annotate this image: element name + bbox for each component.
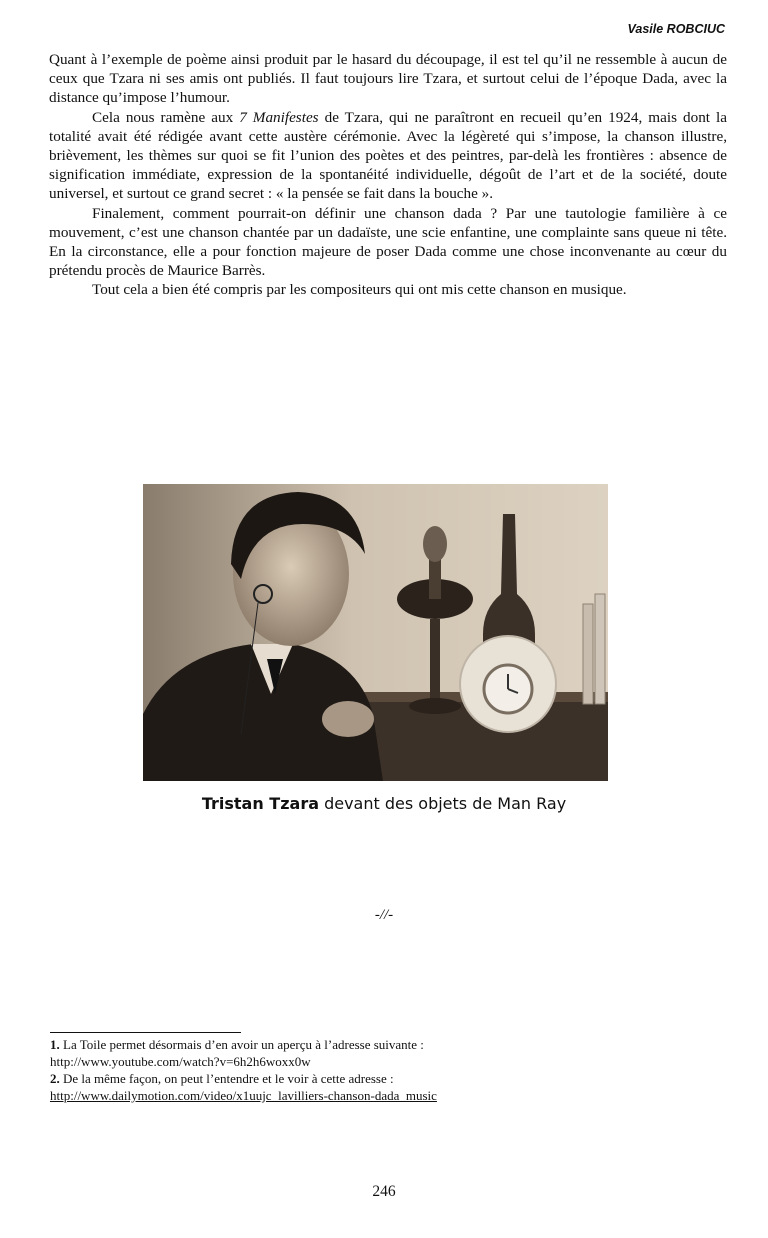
footnote-2-number: 2. — [50, 1071, 60, 1086]
paragraph-4: Tout cela a bien été compris par les compositeurs qui ont mis cette chanson en musique. — [92, 281, 627, 299]
footnote-1-text: La Toile permet désormais d’en avoir un aperçu à l’adresse suivante : — [59, 1037, 424, 1052]
photo-illustration — [143, 484, 608, 781]
footnote-1-number: 1. — [50, 1037, 60, 1052]
footnote-rule — [50, 1032, 241, 1033]
footnote-2-text: De la même façon, on peut l’entendre et le voir à cette adresse : — [59, 1071, 394, 1086]
footnote-2-url[interactable]: http://www.dailymotion.com/video/x1uujc_lavilliers-chanson-dada_music — [50, 1088, 437, 1103]
paragraph-2-start: Cela nous ramène aux — [92, 108, 240, 126]
running-header-author: Vasile ROBCIUC — [627, 22, 725, 36]
photo-caption — [0, 794, 768, 813]
caption-text: devant des objets de Man Ray — [319, 794, 567, 813]
photo-tristan-tzara — [143, 484, 608, 781]
section-separator: -//- — [374, 907, 394, 923]
paragraph-3: Finalement, comment pourrait-on définir une chanson dada ? Par une tautologie familière à ce mouvement, c’est une chanson chantée par un dadaïste, une scie enfantine, une complainte sans queue ni tête. En la circonstance, elle a pour fonction majeure de poser Dada comme une chose inconvenante au cœur du prétendu procès de Maurice Barrès. — [49, 204, 727, 280]
body-text — [49, 50, 727, 300]
caption-name: Tristan Tzara — [201, 794, 319, 813]
paragraph-2-rest: de Tzara, qui ne paraîtront en recueil qu’en 1924, mais dont la totalité avait été rédigée avant cette austère cérémonie. Avec la légèreté qui s’impose, la chanson illustre, brièvement, les thèmes sur quoi se fit l’union des poètes et des peintres, par-delà les frontières : absence de signification immédiate, expression de la spontanéité individuelle, dégoût de l’art et de la société, doute universel, et surtout ce grand secret : « la pensée se fait dans la bouche ». — [49, 108, 727, 203]
paragraph-1: Quant à l’exemple de poème ainsi produit par le hasard du découpage, il est tel qu’il ne ressemble à aucun de ceux que Tzara ni ses amis ont publiés. Il faut toujours lire Tzara, et surtout celui de l’époque Dada, avec la distance qu’impose l’humour. — [49, 51, 727, 107]
footnotes — [50, 1036, 730, 1104]
page-number: 246 — [372, 1183, 396, 1200]
footnote-2 — [50, 1070, 730, 1087]
book-title-7-manifestes: 7 Manifestes — [239, 108, 319, 126]
paragraph-2 — [49, 108, 727, 204]
footnote-1 — [50, 1036, 730, 1053]
footnote-1-url[interactable]: http://www.youtube.com/watch?v=6h2h6woxx0w — [50, 1054, 311, 1069]
